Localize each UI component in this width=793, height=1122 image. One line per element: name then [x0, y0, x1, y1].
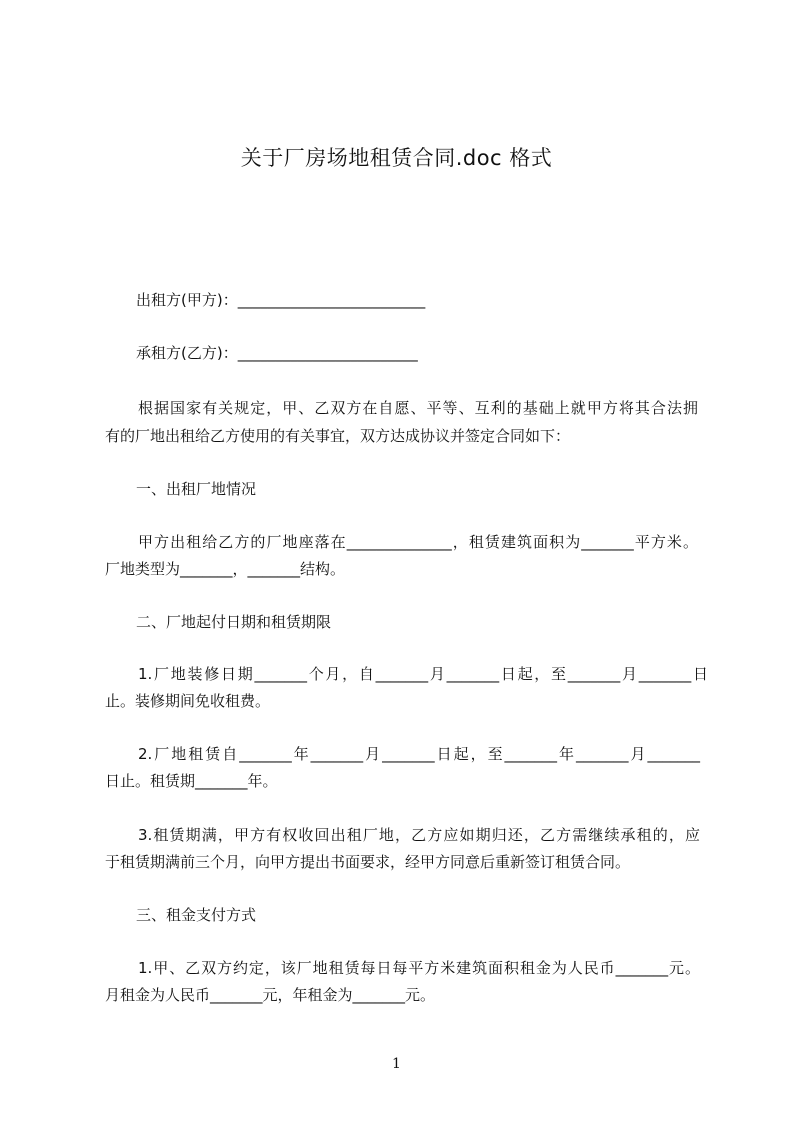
section2-item3-line-1: 3.租赁期满，甲方有权收回出租厂地，乙方应如期归还，乙方需继续承租的，应	[138, 826, 700, 844]
section2-item3-line-2: 于租赁期满前三个月，向甲方提出书面要求，经甲方同意后重新签订租赁合同。	[105, 853, 631, 871]
section1-heading: 一、出租厂地情况	[136, 480, 257, 498]
section1-line-2: 厂地类型为_______，_______结构。	[105, 560, 346, 578]
section2-item1-line-1: 1.厂地装修日期_______个月，自_______月_______日起，至_______月_______日	[138, 665, 708, 683]
preamble-line-2: 有的厂地出租给乙方使用的有关事宜，双方达成协议并签定合同如下：	[105, 427, 571, 445]
document-title: 关于厂房场地租赁合同.doc 格式	[240, 146, 553, 170]
lessor-line: 出租方(甲方)：_________________________	[136, 291, 426, 309]
section3-item1-line-2: 月租金为人民币_______元，年租金为_______元。	[105, 986, 436, 1004]
section2-item1-line-2: 止。装修期间免收租费。	[105, 692, 271, 710]
section3-heading: 三、租金支付方式	[136, 906, 257, 924]
section3-item1-line-1: 1.甲、乙双方约定，该厂地租赁每日每平方米建筑面积租金为人民币_______元。	[138, 959, 700, 977]
section2-item2-line-1: 2.厂地租赁自_______年_______月_______日起，至_______年_______月_______	[138, 745, 700, 763]
section2-heading: 二、厂地起付日期和租赁期限	[136, 613, 332, 631]
preamble-line-1: 根据国家有关规定，甲、乙双方在自愿、平等、互利的基础上就甲方将其合法拥	[138, 399, 698, 417]
section2-item2-line-2: 日止。租赁期_______年。	[105, 772, 278, 790]
page-number: 1	[392, 1056, 401, 1072]
lessee-line: 承租方(乙方)：________________________	[136, 344, 418, 362]
section1-line-1: 甲方出租给乙方的厂地座落在______________，租赁建筑面积为_______平方米。	[138, 533, 698, 551]
